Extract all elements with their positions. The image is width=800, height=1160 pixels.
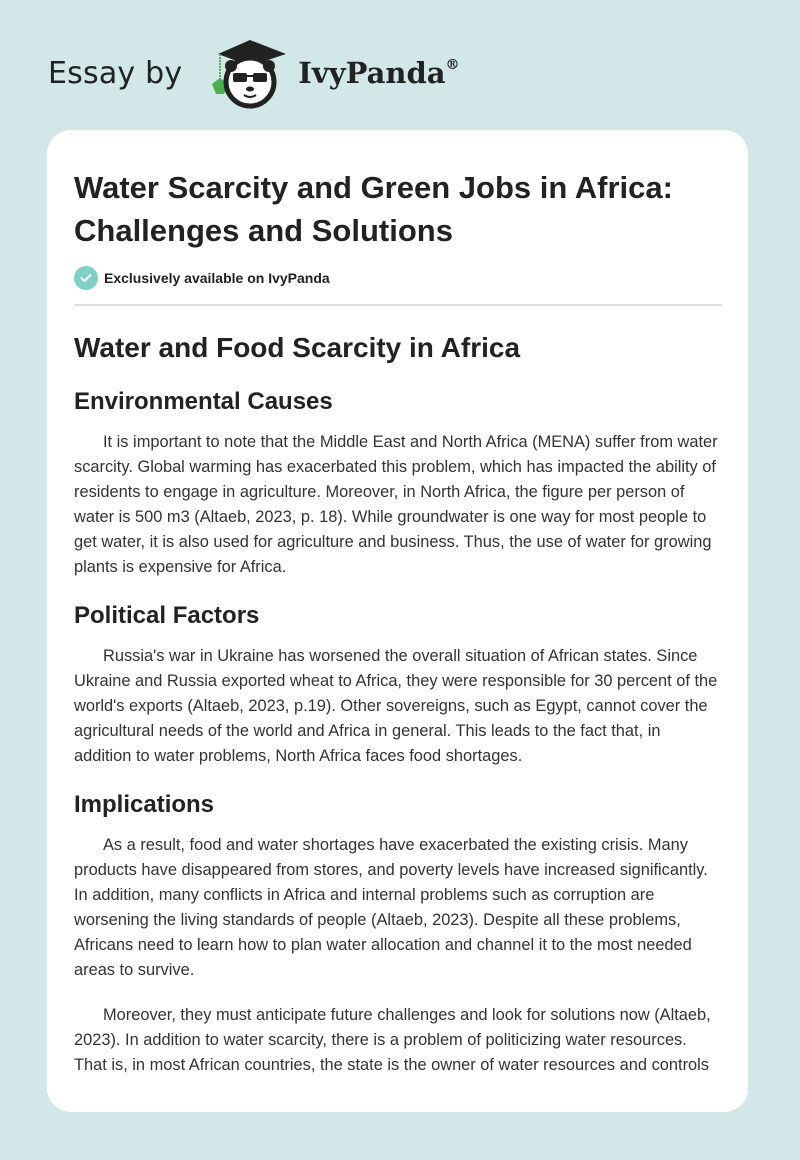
subsection-heading-political-factors: Political Factors [74, 602, 260, 629]
exclusive-label: Exclusively available on IvyPanda [104, 270, 330, 286]
subsection-heading-implications: Implications [74, 791, 215, 818]
paragraph: Russia's war in Ukraine has worsened the overall situation of African states. Since Ukraine and Russia exported wheat to Africa, they were responsible for 30 percent of the world's exports (Altaeb, 2023, p.19). Other sovereigns, such as Egypt, cannot cover the agricultural needs of the world and Africa in general. This leads to the fact that, in addition to water problems, North Africa faces food shortages. [74, 647, 718, 765]
essay-card [47, 130, 748, 1112]
paragraph: As a result, food and water shortages have exacerbated the existing crisis. Many products have disappeared from stores, and poverty levels have increased significantly. In addition, many conflicts in Africa and internal problems such as corruption are worsening the living standards of people (Altaeb, 2023). Despite all these problems, Africans need to learn how to plan water allocation and channel it to the most needed areas to survive. [74, 836, 708, 979]
brand-name[interactable] [298, 56, 459, 90]
divider [74, 304, 722, 306]
site-header [48, 36, 460, 110]
essay-by-label: Essay by [48, 55, 183, 91]
registered-mark: ® [445, 57, 460, 73]
subsection-heading-environmental-causes: Environmental Causes [74, 388, 333, 415]
paragraph: Moreover, they must anticipate future challenges and look for solutions now (Altaeb, 2023). In addition to water scarcity, there is a problem of politicizing water resources. That is, in most African countries, the state is the owner of water resources and controls [74, 1006, 711, 1074]
panda-graduate-icon[interactable] [200, 36, 292, 110]
essay-title: Water Scarcity and Green Jobs in Africa: Challenges and Solutions [74, 170, 673, 248]
check-circle-icon [74, 266, 98, 290]
exclusive-badge [74, 266, 722, 290]
paragraph: It is important to note that the Middle East and North Africa (MENA) suffer from water scarcity. Global warming has exacerbated this problem, which has impacted the ability of residents to engage in agriculture. Moreover, in North Africa, the figure per person of water is 500 m3 (Altaeb, 2023, p. 18). While groundwater is one way for most people to get water, it is also used for agriculture and business. Thus, the use of water for growing plants is expensive for Africa. [74, 433, 718, 576]
section-heading: Water and Food Scarcity in Africa [74, 332, 521, 363]
brand-text: IvyPanda [298, 56, 446, 90]
